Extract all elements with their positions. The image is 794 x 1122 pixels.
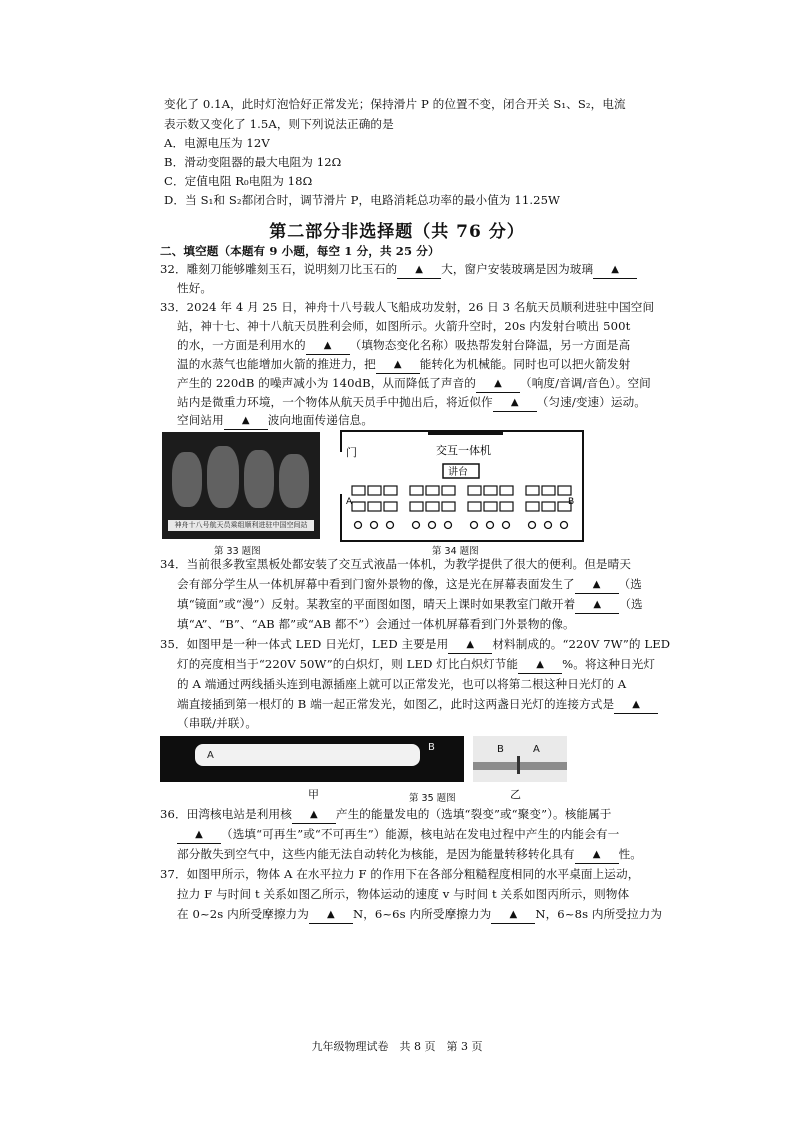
fig35-caption: 第 35 题图 — [409, 793, 456, 804]
answer-blank[interactable] — [376, 357, 420, 374]
blank-triangle-icon: ▲ — [592, 579, 601, 590]
blank-triangle-icon: ▲ — [323, 340, 332, 351]
blank-triangle-icon: ▲ — [592, 849, 601, 860]
desk — [368, 502, 381, 511]
q36-line3 — [177, 847, 642, 864]
q33-line1: 33．2024 年 4 月 25 日，神舟十八号载人飞船成功发射，26 日 3 名航天员顺利进驻中国空间 — [160, 300, 655, 314]
led-tube — [195, 744, 420, 766]
desk — [384, 486, 397, 495]
option-b: B．滑动变阻器的最大电阻为 12Ω — [164, 155, 342, 169]
blank-triangle-icon: ▲ — [310, 809, 318, 820]
answer-blank[interactable] — [177, 827, 221, 844]
answer-blank[interactable] — [309, 907, 353, 924]
q34-line4: 填“A”、“B”、“AB 都”或“AB 都不”）会通过一体机屏幕看到门外景物的像。 — [177, 617, 575, 631]
joint-a-label: A — [533, 744, 540, 755]
blank-triangle-icon: ▲ — [327, 909, 335, 920]
answer-blank[interactable] — [575, 577, 619, 594]
q33-text: 能转化为机械能。同时也可以把火箭发射 — [419, 357, 631, 371]
q32-line1 — [160, 262, 637, 279]
stool — [561, 522, 568, 529]
answer-blank[interactable] — [575, 597, 619, 614]
q34-text: （选 — [618, 577, 642, 591]
desk — [352, 486, 365, 495]
tube-joint — [517, 756, 520, 774]
blank-triangle-icon: ▲ — [393, 359, 402, 370]
door-label: 门 — [346, 446, 357, 459]
photo-figure — [207, 446, 239, 508]
q36-text: （选填“可再生”或“不可再生”）能源，核电站在发电过程中产生的内能会有一 — [221, 827, 620, 841]
blank-triangle-icon: ▲ — [536, 659, 545, 670]
tube-end-a-label: A — [207, 750, 214, 761]
blank-triangle-icon: ▲ — [611, 264, 620, 275]
q35-text: 材料制成的。“220V 7W”的 LED — [492, 637, 671, 651]
q-top-line1: 变化了 0.1A，此时灯泡恰好正常发光；保持滑片 P 的位置不变，闭合开关 S₁、S₂，电流 — [164, 97, 626, 111]
q34-text: 会有部分学生从一体机屏幕中看到门窗外景物的像，这是光在屏幕表面发生了 — [177, 577, 575, 591]
stool — [387, 522, 394, 529]
blank-triangle-icon: ▲ — [466, 639, 475, 650]
desk — [542, 502, 555, 511]
point-b-label: B — [568, 497, 575, 507]
q35-line3: 的 A 端通过两线插头连到电源插座上就可以正常发光，也可以将第二根这种日光灯的 A — [177, 677, 627, 691]
desk — [468, 502, 481, 511]
q36-text: 性。 — [618, 847, 642, 861]
stool — [471, 522, 478, 529]
q33-text: 的水，一方面是利用水的 — [177, 338, 306, 352]
desk — [426, 486, 439, 495]
desk-grid — [352, 486, 571, 529]
stool — [413, 522, 420, 529]
tube-connection-photo — [473, 736, 567, 782]
answer-blank[interactable] — [224, 413, 268, 430]
stool — [355, 522, 362, 529]
q37-line2: 拉力 F 与时间 t 关系如图乙所示，物体运动的速度 v 与时间 t 关系如图丙所示，则物体 — [177, 887, 630, 901]
answer-blank[interactable] — [292, 807, 336, 824]
blank-triangle-icon: ▲ — [509, 909, 518, 920]
q32-text-b: 大，窗户安装玻璃是因为玻璃 — [441, 262, 594, 276]
joint-b-label: B — [497, 744, 504, 755]
fig34-caption: 第 34 题图 — [432, 546, 479, 557]
blank-triangle-icon: ▲ — [593, 599, 602, 610]
photo-figure — [279, 454, 309, 508]
classroom-plan — [340, 430, 584, 542]
q34-text: （选 — [619, 597, 643, 611]
tube-end-b-label: B — [428, 742, 435, 753]
q33-line7 — [177, 413, 373, 430]
q33-text: 站内是微重力环境，一个物体从航天员手中抛出后，将近似作 — [177, 395, 493, 409]
desk — [410, 502, 423, 511]
option-a: A．电源电压为 12V — [164, 136, 270, 150]
blank-triangle-icon: ▲ — [415, 264, 424, 275]
answer-blank[interactable] — [493, 395, 537, 412]
photo-banner: 神舟十八号航天员乘组顺利进驻中国空间站 — [168, 520, 314, 531]
q34-line1: 34．当前很多教室黑板处都安装了交互式液晶一体机，为教学提供了很大的便利。但是晴天 — [160, 557, 632, 571]
answer-blank[interactable] — [306, 338, 350, 355]
q34-text: 填“镜面”或“漫”）反射。某教室的平面图如图，晴天上课时如果教室门敞开着 — [177, 597, 576, 611]
led-tube-photo — [160, 736, 464, 782]
q36-text: 产生的能量发电的（选填“裂变”或“聚变”）。核能属于 — [335, 807, 612, 821]
q33-line5 — [177, 376, 651, 393]
desk — [500, 486, 513, 495]
page-footer: 九年级物理试卷 共 8 页 第 3 页 — [311, 1040, 483, 1053]
blank-triangle-icon: ▲ — [241, 415, 250, 426]
tube-strip — [473, 762, 567, 770]
q35-text: %。将这种日光灯 — [562, 657, 656, 671]
q33-text: 温的水蒸气也能增加火箭的推进力，把 — [177, 357, 376, 371]
blank-triangle-icon: ▲ — [494, 378, 502, 389]
q36-text: 部分散失到空气中，这些内能无法自动转化为核能，是因为能量转移转化具有 — [177, 847, 575, 861]
fig35-jia-label: 甲 — [308, 788, 319, 801]
desk — [352, 502, 365, 511]
stool — [545, 522, 552, 529]
q35-line1 — [160, 637, 670, 654]
desk — [484, 502, 497, 511]
q35-text: 灯的亮度相当于“220V 50W”的白炽灯，则 LED 灯比白炽灯节能 — [177, 657, 519, 671]
q33-text: （响度/音调/音色）。空间 — [520, 376, 651, 390]
q32-text-a: 32．雕刻刀能够雕刻玉石，说明刻刀比玉石的 — [160, 262, 398, 276]
q37-text: N，6~6s 内所受摩擦力为 — [352, 907, 492, 921]
answer-blank[interactable] — [397, 262, 441, 279]
q35-text: 端直接插到第一根灯的 B 端一起正常发光，如图乙，此时这两盏日光灯的连接方式是 — [177, 697, 615, 711]
q36-line2 — [177, 827, 619, 844]
answer-blank[interactable] — [491, 907, 535, 924]
q-top-line2: 表示数又变化了 1.5A，则下列说法正确的是 — [164, 117, 394, 131]
desk — [468, 486, 481, 495]
point-a-label: A — [346, 497, 353, 507]
answer-blank[interactable] — [518, 657, 562, 674]
option-d: D．当 S₁和 S₂都闭合时，调节滑片 P，电路消耗总功率的最小值为 11.25W — [164, 193, 561, 207]
section-header: 二、填空题（本题有 9 小题，每空 1 分，共 25 分） — [160, 244, 440, 258]
q32-line2: 性好。 — [177, 281, 213, 295]
desk — [442, 486, 455, 495]
q33-line4 — [177, 357, 630, 374]
q37-text: N，6~8s 内所受拉力为 — [535, 907, 663, 921]
stool — [429, 522, 436, 529]
answer-blank[interactable] — [614, 697, 658, 714]
desk — [526, 502, 539, 511]
q37-line1: 37．如图甲所示，物体 A 在水平拉力 F 的作用下在各部分粗糙程度相同的水平桌面上运动， — [160, 867, 640, 881]
q33-text: （填物态变化名称）吸热帮发射台降温，另一方面是高 — [349, 338, 631, 352]
blank-triangle-icon: ▲ — [510, 397, 519, 408]
desk — [426, 502, 439, 511]
blank-triangle-icon: ▲ — [632, 699, 641, 710]
desk — [410, 486, 423, 495]
stool — [371, 522, 378, 529]
q33-line3 — [177, 338, 630, 355]
q34-line3 — [177, 597, 643, 614]
answer-blank[interactable] — [593, 262, 637, 279]
photo-figure — [244, 450, 274, 508]
q34-line2 — [177, 577, 642, 594]
desk — [526, 486, 539, 495]
fig33-caption: 第 33 题图 — [214, 546, 261, 557]
desk — [542, 486, 555, 495]
q33-line6 — [177, 395, 646, 412]
q33-line2: 站，神十七、神十八航天员胜利会师，如图所示。火箭升空时，20s 内发射台喷出 500t — [177, 319, 631, 333]
blank-triangle-icon: ▲ — [195, 829, 203, 840]
q35-line4 — [177, 697, 658, 714]
desk — [484, 486, 497, 495]
podium-label: 讲台 — [448, 467, 468, 478]
stool — [529, 522, 536, 529]
answer-blank[interactable] — [448, 637, 492, 654]
stool — [445, 522, 452, 529]
q36-text: 36．田湾核电站是利用核 — [160, 807, 292, 821]
fig35-yi-label: 乙 — [510, 788, 521, 801]
q37-text: 在 0~2s 内所受摩擦力为 — [177, 907, 309, 921]
desk — [368, 486, 381, 495]
q33-text: 波向地面传递信息。 — [267, 413, 374, 427]
board-label: 交互一体机 — [436, 444, 491, 457]
desk — [384, 502, 397, 511]
q35-line5: （串联/并联）。 — [177, 716, 258, 730]
photo-figure — [172, 452, 202, 507]
q33-text: 产生的 220dB 的噪声减小为 140dB，从而降低了声音的 — [177, 376, 476, 390]
q33-text: （匀速/变速）运动。 — [536, 395, 646, 409]
q35-line2 — [177, 657, 655, 674]
q33-text: 空间站用 — [177, 413, 224, 427]
answer-blank[interactable] — [575, 847, 619, 864]
q36-line1 — [160, 807, 611, 824]
astronaut-photo — [162, 432, 320, 539]
q35-text: 35．如图甲是一种一体式 LED 日光灯，LED 主要是用 — [160, 637, 449, 651]
answer-blank[interactable] — [476, 376, 520, 393]
stool — [503, 522, 510, 529]
stool — [487, 522, 494, 529]
option-c: C．定值电阻 R₀电阻为 18Ω — [164, 174, 313, 188]
desk — [442, 502, 455, 511]
q37-line3 — [177, 907, 662, 924]
desk — [558, 486, 571, 495]
part-title: 第二部分非选择题（共 76 分） — [269, 222, 525, 242]
desk — [500, 502, 513, 511]
